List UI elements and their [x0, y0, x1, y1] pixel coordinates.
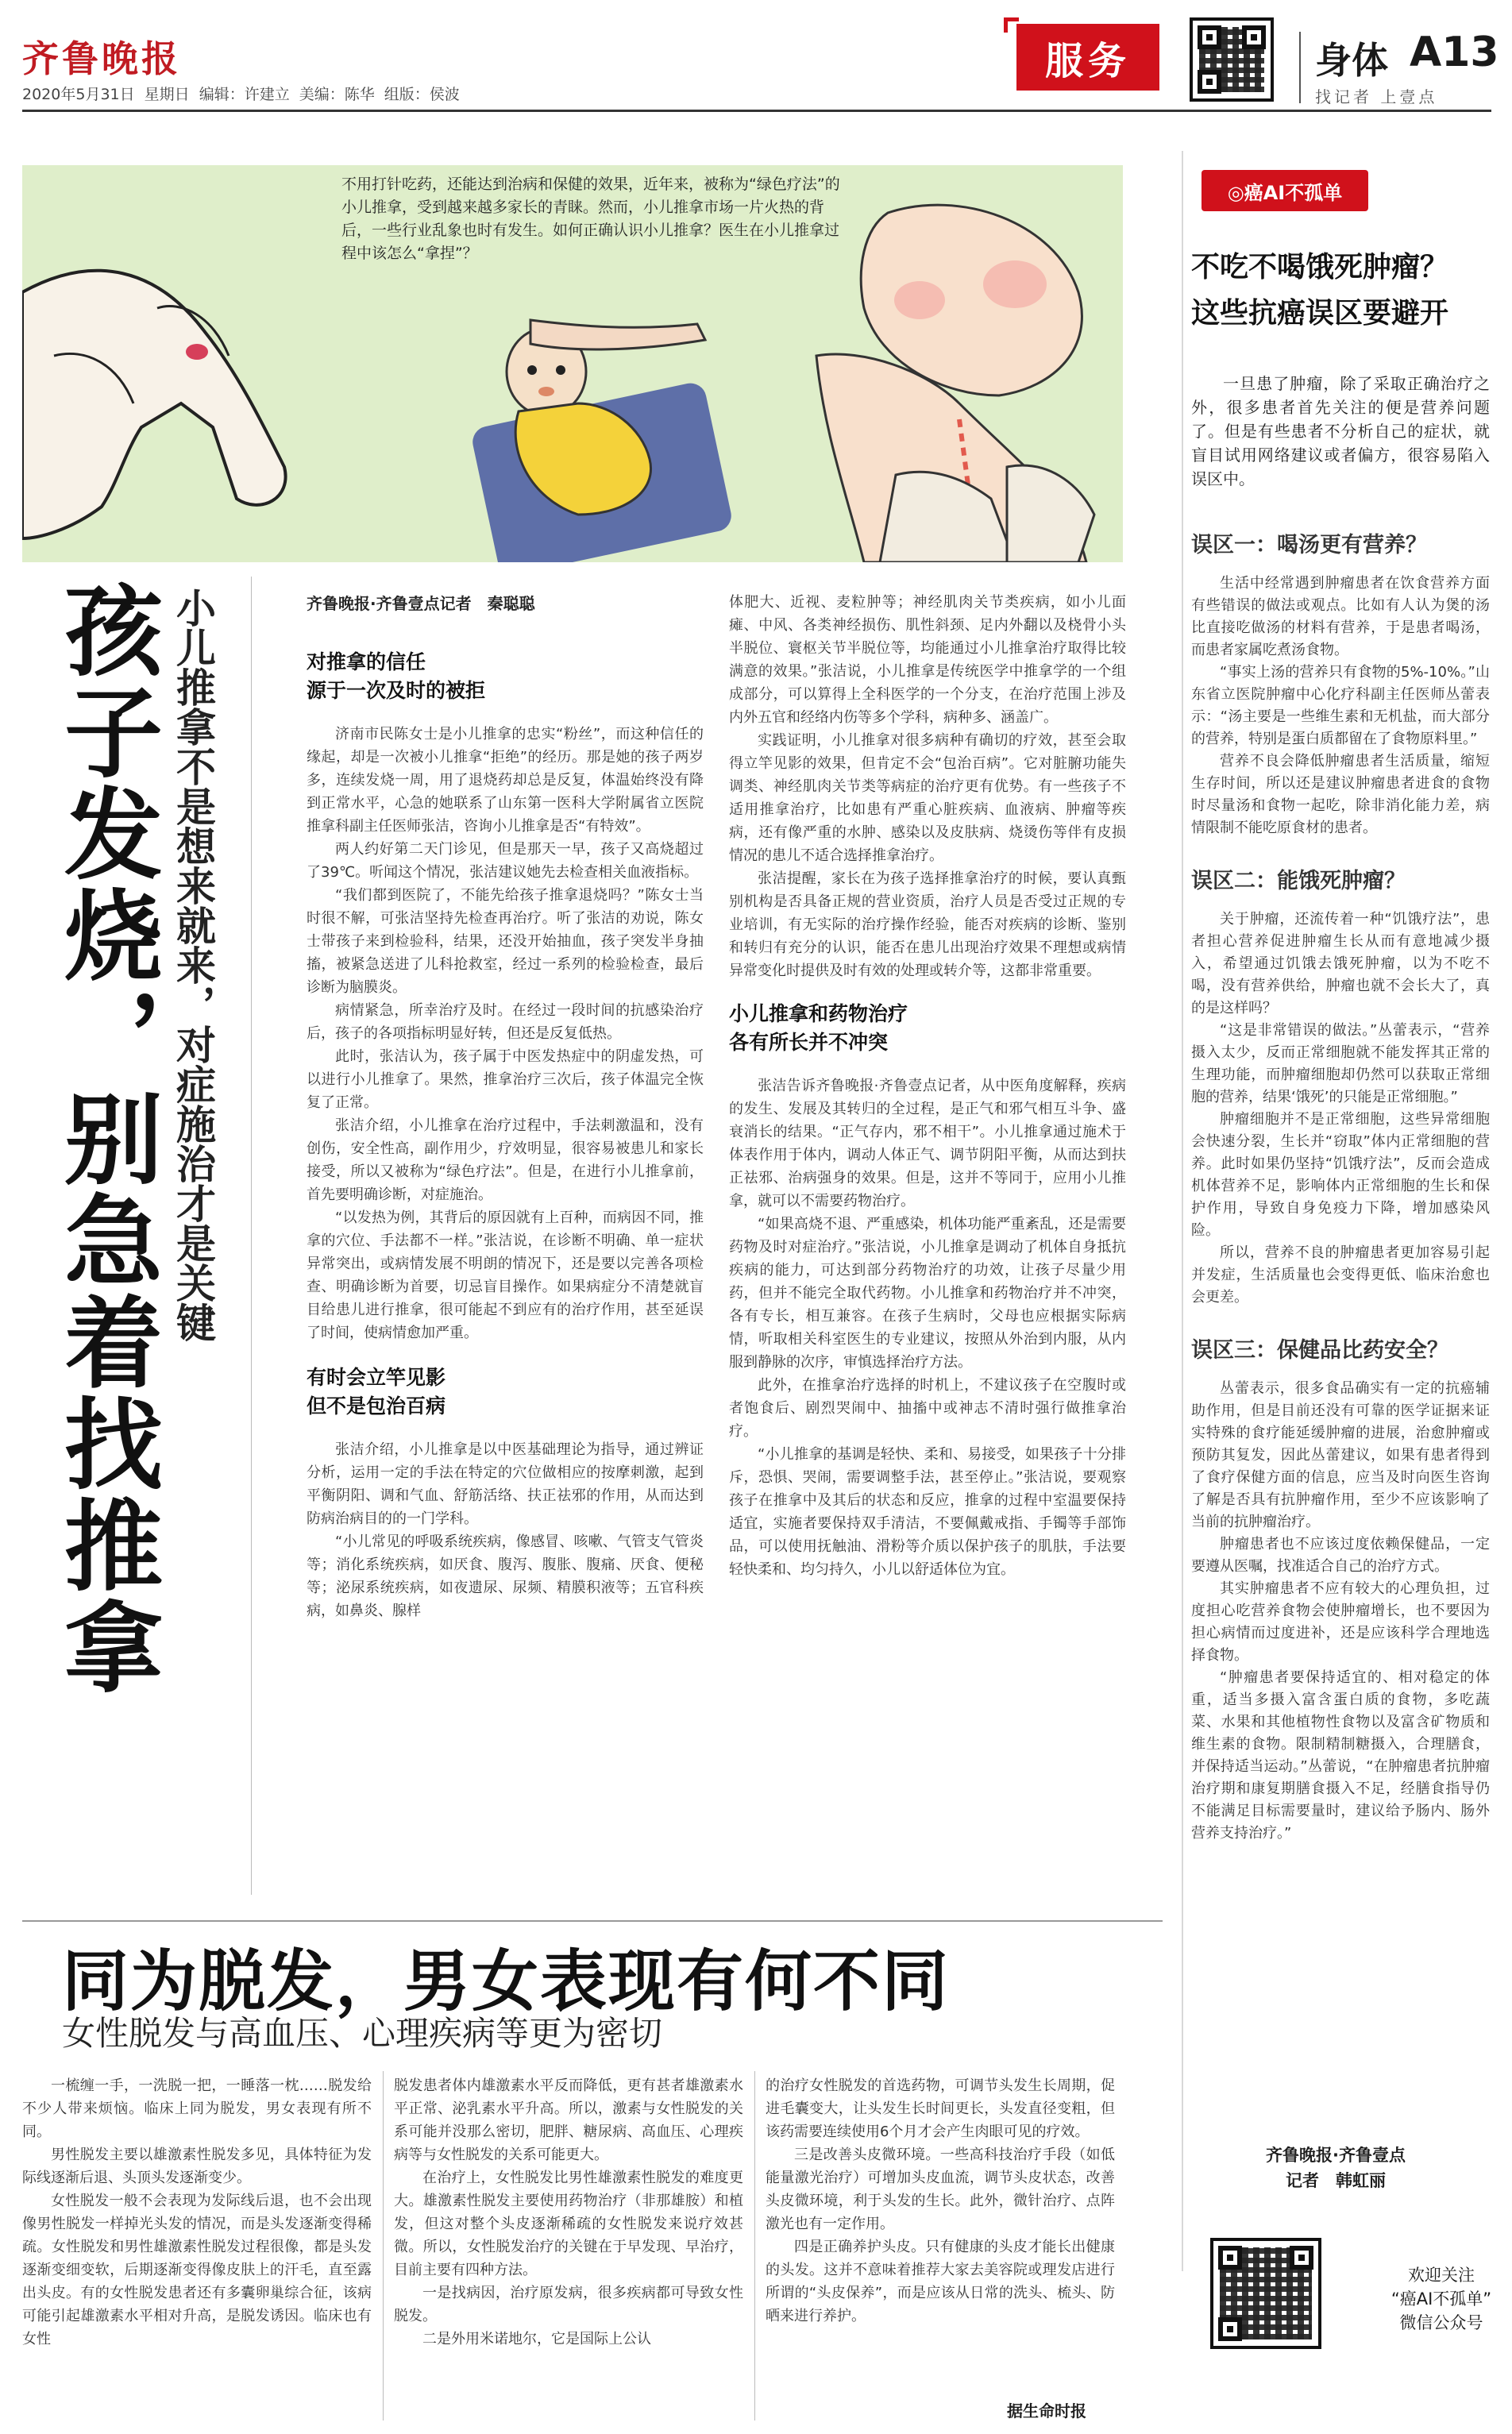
- bottom-column-3: [766, 2074, 1115, 2328]
- paragraph: 两人约好第二天门诊见，但是那天一早，孩子又高烧超过了39℃。听闻这个情况，张洁建议她先去检查相关血液指标。: [307, 841, 704, 881]
- bottom-column-1: [22, 2074, 372, 2351]
- myth-heading: 误区三：保健品比药安全？: [1191, 1338, 1448, 1363]
- paragraph: 的治疗女性脱发的首选药物，可调节头发生长周期，促进毛囊变大，让头发生长时间更长，头发直径变粗，但该药需要连续使用6个月才会产生肉眼可见的疗效。: [766, 2077, 1115, 2140]
- header-divider: [1299, 32, 1301, 103]
- reporter-hotline: 找记者 上壹点: [1315, 87, 1438, 106]
- paragraph: 体肥大、近视、麦粒肿等；神经肌肉关节类疾病，如小儿面瘫、中风、各类神经损伤、肌性斜颈、足内外翻以及桡骨小头半脱位、寰枢关节半脱位等，均能通过小儿推拿治疗取得比较满意的效果。”张洁说，小儿推拿是传统医学中推拿学的一个组成部分，可以算得上全科医学的一个分支，在治疗范围上涉及内外五官和经络内伤等多个学科，病种多、涵盖广。: [729, 594, 1126, 726]
- bottom-story-rule: [22, 1920, 1163, 1922]
- paragraph: “如果高烧不退、严重感染，机体功能严重紊乱，还是需要药物及时对症治疗。”张洁说，小儿推拿是调动了机体自身抵抗疾病的能力，可达到部分药物治疗的功效，让孩子尽量少用药，但并不能完全取代药物。小儿推拿和药物治疗并不冲突，各有专长，相互兼容。在孩子生病时，父母也应根据实际病情，听取相关科室医生的专业建议，按照从外治到内服，从内服到静脉的次序，审慎选择治疗方法。: [729, 1216, 1126, 1371]
- bottom-col-divider: [383, 2071, 384, 2420]
- myth-heading: 误区二：能饿死肿瘤？: [1191, 869, 1406, 893]
- paragraph: 二是外用米诺地尔，它是国际上公认: [422, 2331, 651, 2347]
- column-tag: ◎癌AI不孤单: [1202, 170, 1368, 211]
- paragraph: 此时，张洁认为，孩子属于中医发热症中的阴虚发热，可以进行小儿推拿了。果然，推拿治疗三次后，孩子体温完全恢复了正常。: [307, 1048, 704, 1111]
- article-body: [729, 1074, 1126, 1581]
- main-headline: 孩子发烧，别急着找推拿: [48, 580, 162, 1698]
- bottom-column-2: [394, 2074, 743, 2351]
- section-heading: 小儿推拿和药物治疗: [729, 1002, 908, 1025]
- credit-line: 齐鲁晚报·齐鲁壹点: [1266, 2146, 1406, 2165]
- bottom-source-credit: 据生命时报: [1007, 2401, 1086, 2420]
- main-column-2: [729, 591, 1126, 1581]
- paragraph: 男性脱发主要以雄激素性脱发多见，具体特征为发际线逐渐后退、头顶头发逐渐变少。: [22, 2147, 372, 2186]
- paragraph: 生活中经常遇到肿瘤患者在饮食营养方面有些错误的做法或观点。比如有人认为煲的汤比直接吃做汤的材料有营养，于是患者喝汤，而患者家属吃煮汤食物。: [1191, 575, 1490, 658]
- sidebar-divider: [1182, 151, 1183, 2271]
- paragraph: 肿瘤细胞并不是正常细胞，这些异常细胞会快速分裂，生长并“窃取”体内正常细胞的营养。此时如果仍坚持“饥饿疗法”，反而会造成机体营养不足，影响体内正常细胞的生长和保护作用，导致自身免疫力下降，增加感染风险。: [1191, 1111, 1490, 1239]
- sidebar-headline-line: 这些抗癌误区要避开: [1191, 297, 1449, 330]
- paragraph: 病情紧急，所幸治疗及时。在经过一段时间的抗感染治疗后，孩子的各项指标明显好转，但还是反复低热。: [307, 1002, 704, 1042]
- paragraph: “以发热为例，其背后的原因就有上百种，而病因不同，推拿的穴位、手法都不一样。”张洁说，在诊断不明确、单一症状异常突出，或病情发展不明朗的情况下，还是要以完善各项检查、明确诊断为首要，切忌盲目操作。如果病症分不清楚就盲目给患儿进行推拿，很可能起不到应有的治疗作用，甚至延误了时间，使病情愈加严重。: [307, 1209, 704, 1341]
- main-subheadline: 小儿推拿不是想来就来，对症施治才是关键: [170, 588, 216, 1342]
- masthead-logo: 齐鲁晚报: [22, 37, 181, 80]
- paragraph: 关于肿瘤，还流传着一种“饥饿疗法”，患者担心营养促进肿瘤生长从而有意地减少摄入，希望通过饥饿去饿死肿瘤，以为不吃不喝，没有营养供给，肿瘤也就不会长大了，真的是这样吗？: [1191, 911, 1490, 1016]
- intro-paragraph: 不用打针吃药，还能达到治病和保健的效果，近年来，被称为“绿色疗法”的小儿推拿，受到越来越多家长的青睐。然而，小儿推拿市场一片火热的背后，一些行业乱象也时有发生。如何正确认识小儿推拿？医生在小儿推拿过程中该怎么“拿捏”？: [341, 176, 840, 262]
- paragraph: 丛蕾表示，很多食品确实有一定的抗癌辅助作用，但是目前还没有可靠的医学证据来证实特殊的食疗能延缓肿瘤的进展，治愈肿瘤或预防其复发，因此丛蕾建议，如果有患者得到了食疗保健方面的信息，应当及时向医生咨询了解是否具有抗肿瘤作用，至少不应该影响了当前的抗肿瘤治疗。: [1191, 1380, 1490, 1530]
- paragraph: 张洁介绍，小儿推拿在治疗过程中，手法刺激温和，没有创伤，安全性高，副作用少，疗效明显，很容易被患儿和家长接受，所以又被称为“绿色疗法”。但是，在进行小儿推拿前，首先要明确诊断，对症施治。: [307, 1117, 704, 1203]
- dateline: 2020年5月31日 星期日 编辑：许建立 美编：陈华 组版：侯波: [22, 86, 460, 103]
- article-body: [729, 591, 1126, 982]
- sidebar-credit: [1225, 2143, 1447, 2193]
- paragraph: “小儿常见的呼吸系统疾病，像感冒、咳嗽、气管支气管炎等；消化系统疾病，如厌食、腹泻、腹胀、腹痛、厌食、便秘等；泌尿系统疾病，如夜遗尿、尿频、精膜积液等；五官科疾病，如鼻炎、腺样: [307, 1533, 704, 1619]
- bottom-headline: 同为脱发，男女表现有何不同: [62, 1942, 951, 2020]
- wechat-qr-code-icon: [1210, 2238, 1321, 2349]
- follow-prompt: [1374, 2263, 1509, 2335]
- paragraph: 一梳缠一手，一洗脱一把，一睡落一枕……脱发给不少人带来烦恼。临床上同为脱发，男女表现有所不同。: [22, 2077, 372, 2140]
- bottom-col-divider: [754, 2071, 755, 2420]
- sidebar-headline: [1191, 245, 1493, 337]
- bottom-subheadline: 女性脱发与高血压、心理疾病等更为密切: [62, 2014, 663, 2053]
- page-number: A13: [1410, 29, 1499, 76]
- paragraph: 女性脱发一般不会表现为发际线后退，也不会出现像男性脱发一样掉光头发的情况，而是头发逐渐变得稀疏。女性脱发和男性雄激素性脱发过程很像，都是头发逐渐变细变软，后期逐渐变得像皮肤上的汗毛，直至露出头皮。有的女性脱发患者还有多囊卵巢综合征，该病可能引起雄激素水平相对升高，是脱发诱因。临床也有女性: [22, 2193, 372, 2347]
- paragraph: “我们都到医院了，不能先给孩子推拿退烧吗？”陈女士当时很不解，可张洁坚持先检查再治疗。听了张洁的劝说，陈女士带孩子来到检验科，结果，还没开始抽血，孩子突发半身抽搐，被紧急送进了儿科抢救室，经过一系列的检验检查，最后诊断为脑膜炎。: [307, 887, 704, 996]
- follow-line: “癌AI不孤单”: [1390, 2289, 1492, 2309]
- myth-heading: 误区一：喝汤更有营养？: [1191, 533, 1427, 557]
- paragraph: 所以，营养不良的肿瘤患者更加容易引起并发症，生活质量也会变得更低、临床治愈也会更差。: [1191, 1244, 1490, 1306]
- paragraph: 张洁提醒，家长在为孩子选择推拿治疗的时候，要认真甄别机构是否具备正规的营业资质，治疗人员是否受过正规的专业培训，有无实际的治疗操作经验，能否对疾病的诊断、鉴别和转归有充分的认识，能否在患儿出现治疗效果不理想或病情异常变化时提供及时有效的处理或转介等，这都非常重要。: [729, 870, 1126, 979]
- follow-line: 微信公众号: [1399, 2313, 1483, 2332]
- section-heading: 有时会立竿见影: [307, 1366, 446, 1389]
- section-heading: 源于一次及时的被拒: [307, 679, 486, 702]
- article-body: [307, 723, 704, 1344]
- paragraph: 其实肿瘤患者不应有较大的心理负担，过度担心吃营养食物会使肿瘤增长，也不要因为担心病情而过度进补，还是应该科学合理地选择食物。: [1191, 1580, 1490, 1664]
- paragraph: 营养不良会降低肿瘤患者生活质量，缩短生存时间，所以还是建议肿瘤患者进食的食物时尽量汤和食物一起吃，除非消化能力差，病情限制不能吃原食材的患者。: [1191, 753, 1490, 836]
- paragraph: 三是改善头皮微环境。一些高科技治疗手段（如低能量激光治疗）可增加头皮血流，调节头皮状态，改善头皮微环境，利于头发的生长。此外，微针治疗、点阵激光也有一定作用。: [766, 2147, 1115, 2232]
- paragraph: “小儿推拿的基调是轻快、柔和、易接受，如果孩子十分排斥，恐惧、哭闹，需要调整手法，甚至停止。”张洁说，要观察孩子在推拿中及其后的状态和反应，推拿的过程中室温要保持适宜，实施者要保持双手清洁，不要佩戴戒指、手镯等手部饰品，可以使用抚触油、滑粉等介质以保护孩子的肌肤，手法要轻快柔和、均匀持久，小儿以舒适体位为宜。: [729, 1446, 1126, 1578]
- paragraph: 张洁介绍，小儿推拿是以中医基础理论为指导，通过辨证分析，运用一定的手法在特定的穴位做相应的按摩刺激，起到平衡阴阳、调和气血、舒筋活络、扶正祛邪的作用，从而达到防病治病目的的一门学科。: [307, 1441, 704, 1527]
- section-heading: 但不是包治百病: [307, 1394, 446, 1418]
- paragraph: “肿瘤患者要保持适宜的、相对稳定的体重，适当多摄入富含蛋白质的食物，多吃蔬菜、水果和其他植物性食物以及富含矿物质和维生素的食物。限制精制糖摄入，合理膳食，并保持适当运动。”丛蕾说，“在肿瘤患者抗肿瘤治疗期和康复期膳食摄入不足，经膳食指导仍不能满足目标需要量时，建议给予肠内、肠外营养支持治疗。”: [1191, 1669, 1490, 1842]
- paragraph: 脱发患者体内雄激素水平反而降低，更有甚者雄激素水平正常、泌乳素水平升高。所以，激素与女性脱发的关系可能并没那么密切，肥胖、糖尿病、高血压、心理疾病等与女性脱发的关系可能更大。: [394, 2077, 743, 2163]
- myth-body: [1191, 573, 1490, 839]
- paragraph: 在治疗上，女性脱发比男性雄激素性脱发的难度更大。雄激素性脱发主要使用药物治疗（非那雄胺）和植发，但这对整个头皮逐渐稀疏的女性脱发来说疗效甚微。所以，女性脱发治疗的关键在于早发现、早治疗，目前主要有四种方法。: [394, 2170, 743, 2278]
- section-name: 身体: [1315, 39, 1388, 82]
- credit-line: 记者 韩虹丽: [1286, 2171, 1386, 2190]
- paragraph: 济南市民陈女士是小儿推拿的忠实“粉丝”，而这种信任的缘起，却是一次被小儿推拿“拒绝”的经历。那是她的孩子两岁多，连续发烧一周，用了退烧药却总是反复，体温始终没有降到正常水平，心急的她联系了山东第一医科大学附属省立医院推拿科副主任医师张洁，咨询小儿推拿是否“有特效”。: [307, 726, 704, 835]
- header-qr-code-icon: [1190, 17, 1274, 102]
- paragraph: 张洁告诉齐鲁晚报·齐鲁壹点记者，从中医角度解释，疾病的发生、发展及其转归的全过程，是正气和邪气相互斗争、盛衰消长的结果。“正气存内，邪不相干”。小儿推拿通过施术于体表作用于体内，调动人体正气、调节阴阳平衡，从而达到扶正祛邪、治病强身的效果。但是，这并不等同于，应用小儿推拿，就可以不需要药物治疗。: [729, 1078, 1126, 1209]
- sidebar-headline-line: 不吃不喝饿死肿瘤？: [1191, 251, 1449, 284]
- paragraph: 此外，在推拿治疗选择的时机上，不建议孩子在空腹时或者饱食后、剧烈哭闹中、抽搐中或神志不清时强行做推拿治疗。: [729, 1377, 1126, 1440]
- myth-body: [1191, 1378, 1490, 1845]
- main-column-1: [307, 648, 704, 1622]
- sidebar-body: [1191, 527, 1490, 1845]
- paragraph: 四是正确养护头皮。只有健康的头皮才能长出健康的头发。这并不意味着推荐大家去美容院或理发店进行所谓的“头皮保养”，而是应该从日常的洗头、梳头、防晒来进行养护。: [766, 2239, 1115, 2324]
- paragraph: 肿瘤患者也不应该过度依赖保健品，一定要遵从医嘱，找准适合自己的治疗方式。: [1191, 1536, 1490, 1575]
- main-byline: 齐鲁晚报·齐鲁壹点记者 秦聪聪: [307, 594, 535, 613]
- follow-line: 欢迎关注: [1408, 2266, 1475, 2285]
- article-body: [307, 1438, 704, 1622]
- headline-column-divider: [251, 577, 252, 1895]
- sidebar-lead: 一旦患了肿瘤，除了采取正确治疗之外，很多患者首先关注的便是营养问题了。但是有些患者不分析自己的症状，就盲目试用网络建议或者偏方，很容易陷入误区中。: [1191, 374, 1490, 488]
- paragraph: 一是找病因，治疗原发病，很多疾病都可导致女性脱发。: [394, 2285, 743, 2324]
- myth-body: [1191, 908, 1490, 1309]
- section-heading: 各有所长并不冲突: [729, 1031, 889, 1054]
- section-heading: 对推拿的信任: [307, 650, 426, 673]
- paragraph: 实践证明，小儿推拿对很多病种有确切的疗效，甚至会取得立竿见影的效果，但肯定不会“包治百病”。它对脏腑功能失调类、神经肌肉关节类等病症的治疗更有优势。有一些孩子不适用推拿治疗，比如患有严重心脏疾病、血液病、肿瘤等疾病，还有像严重的水肿、感染以及皮肤病、烧烫伤等伴有皮损情况的患儿不适合选择推拿治疗。: [729, 732, 1126, 864]
- header-rule: [22, 110, 1491, 112]
- paragraph: “事实上汤的营养只有食物的5%-10%。”山东省立医院肿瘤中心化疗科副主任医师丛蕾表示：“汤主要是一些维生素和无机盐，而大部分的营养，特别是蛋白质都留在了食物原料里。”: [1191, 664, 1490, 747]
- paragraph: “这是非常错误的做法。”丛蕾表示，“营养摄入太少，反而正常细胞就不能发挥其正常的生理功能，而肿瘤细胞却仍然可以获取正常细胞的营养，结果‘饿死’的只能是正常细胞。”: [1191, 1022, 1490, 1105]
- section-tab: 服务: [1016, 24, 1159, 91]
